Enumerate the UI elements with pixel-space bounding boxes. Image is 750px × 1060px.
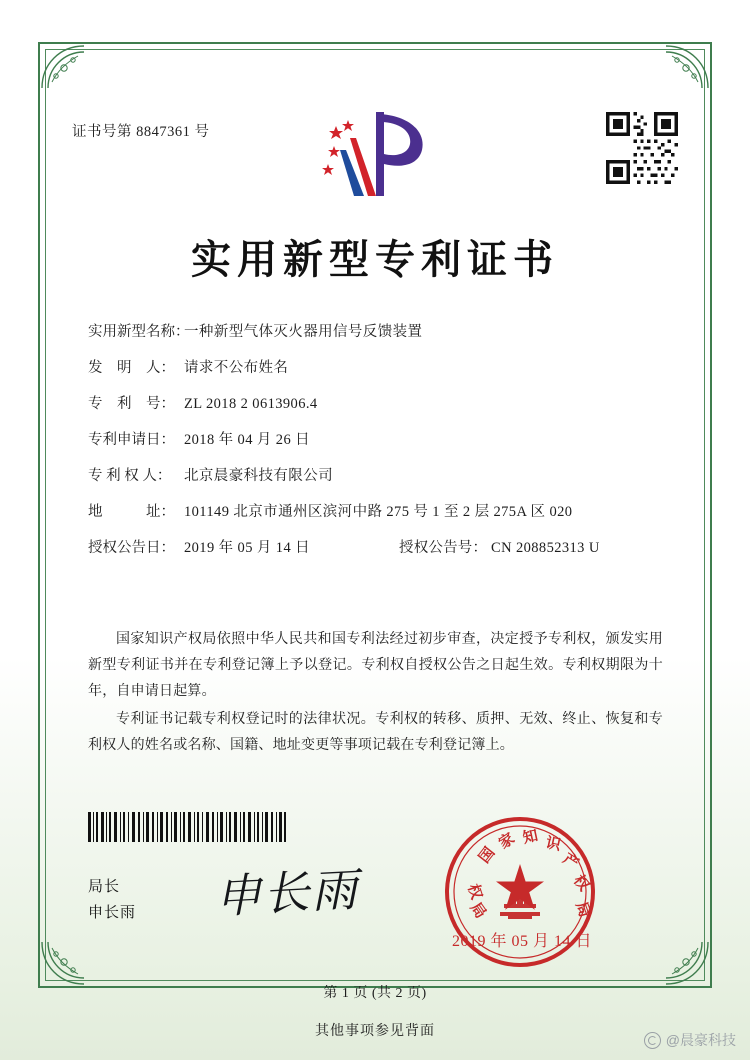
at-icon — [644, 1032, 661, 1049]
field-label: 专 利 号： — [88, 396, 175, 412]
cnipa-emblem-icon — [310, 108, 440, 200]
field-label: 专利申请日： — [88, 432, 175, 448]
field-label: 授权公告日： — [88, 540, 175, 556]
footer-note: 其他事项参见背面 — [315, 1024, 435, 1039]
field-list — [88, 325, 668, 577]
svg-text:局: 局 — [572, 899, 595, 920]
field-value: 2019 年 05 月 14 日 — [184, 540, 311, 556]
page-title: 实用新型专利证书 — [191, 236, 559, 283]
corner-ornament-icon — [40, 940, 86, 986]
svg-text:家: 家 — [495, 829, 518, 853]
field-value: ZL 2018 2 0613906.4 — [184, 396, 318, 412]
svg-text:权: 权 — [464, 881, 486, 902]
paragraph: 专利证书记载专利权登记时的法律状况。专利权的转移、质押、无效、终止、恢复和专利权人的姓名或名称、国籍、地址变更等事项记载在专利登记簿上。 — [88, 712, 663, 753]
svg-text:知: 知 — [521, 826, 540, 847]
watermark-text: @晨豪科技 — [665, 1032, 736, 1048]
paragraph: 国家知识产权局依照中华人民共和国专利法经过初步审查，决定授予专利权，颁发实用新型专利证书并在专利登记簿上予以登记。专利权自授权公告之日起生效。专利权期限为十年，自申请日起算。 — [88, 632, 663, 699]
certificate-number: 证书号第 8847361 号 — [72, 124, 210, 140]
director-name: 申长雨 — [88, 905, 137, 921]
corner-ornament-icon — [40, 44, 86, 90]
field-value: 一种新型气体灭火器用信号反馈装置 — [184, 324, 423, 340]
svg-text:权: 权 — [569, 871, 594, 895]
field-value-secondary: CN 208852313 U — [491, 540, 600, 556]
corner-ornament-icon — [664, 44, 710, 90]
svg-text:识: 识 — [544, 833, 563, 855]
page-number: 第 1 页 (共 2 页) — [323, 986, 427, 1001]
field-row — [88, 469, 668, 484]
field-label: 地 址： — [88, 504, 175, 520]
qr-code-icon — [606, 112, 678, 184]
legal-text — [88, 627, 663, 761]
barcode-icon — [88, 812, 288, 842]
field-label-secondary: 授权公告号： — [399, 540, 488, 556]
field-row — [88, 505, 668, 520]
field-value: 请求不公布姓名 — [184, 360, 289, 376]
field-value: 101149 北京市通州区滨河中路 275 号 1 至 2 层 275A 区 020 — [184, 504, 573, 520]
seal-date: 2019 年 05 月 14 日 — [452, 933, 593, 950]
field-row-dual — [88, 541, 668, 556]
field-label: 专 利 权 人： — [88, 468, 172, 484]
field-row — [88, 325, 668, 340]
svg-text:产: 产 — [559, 849, 583, 873]
field-row — [88, 397, 668, 412]
handwritten-signature: 申长雨 — [213, 862, 361, 924]
signature-labels — [88, 874, 136, 926]
svg-text:局: 局 — [466, 898, 491, 922]
director-title: 局长 — [88, 879, 121, 895]
watermark — [644, 1030, 736, 1050]
corner-ornament-icon — [664, 940, 710, 986]
svg-text:国: 国 — [474, 843, 499, 867]
field-value: 北京晨豪科技有限公司 — [184, 468, 333, 484]
field-label: 发 明 人： — [88, 360, 175, 376]
field-row — [88, 361, 668, 376]
field-label: 实用新型名称： — [88, 324, 190, 340]
field-row — [88, 433, 668, 448]
field-value: 2018 年 04 月 26 日 — [184, 432, 311, 448]
